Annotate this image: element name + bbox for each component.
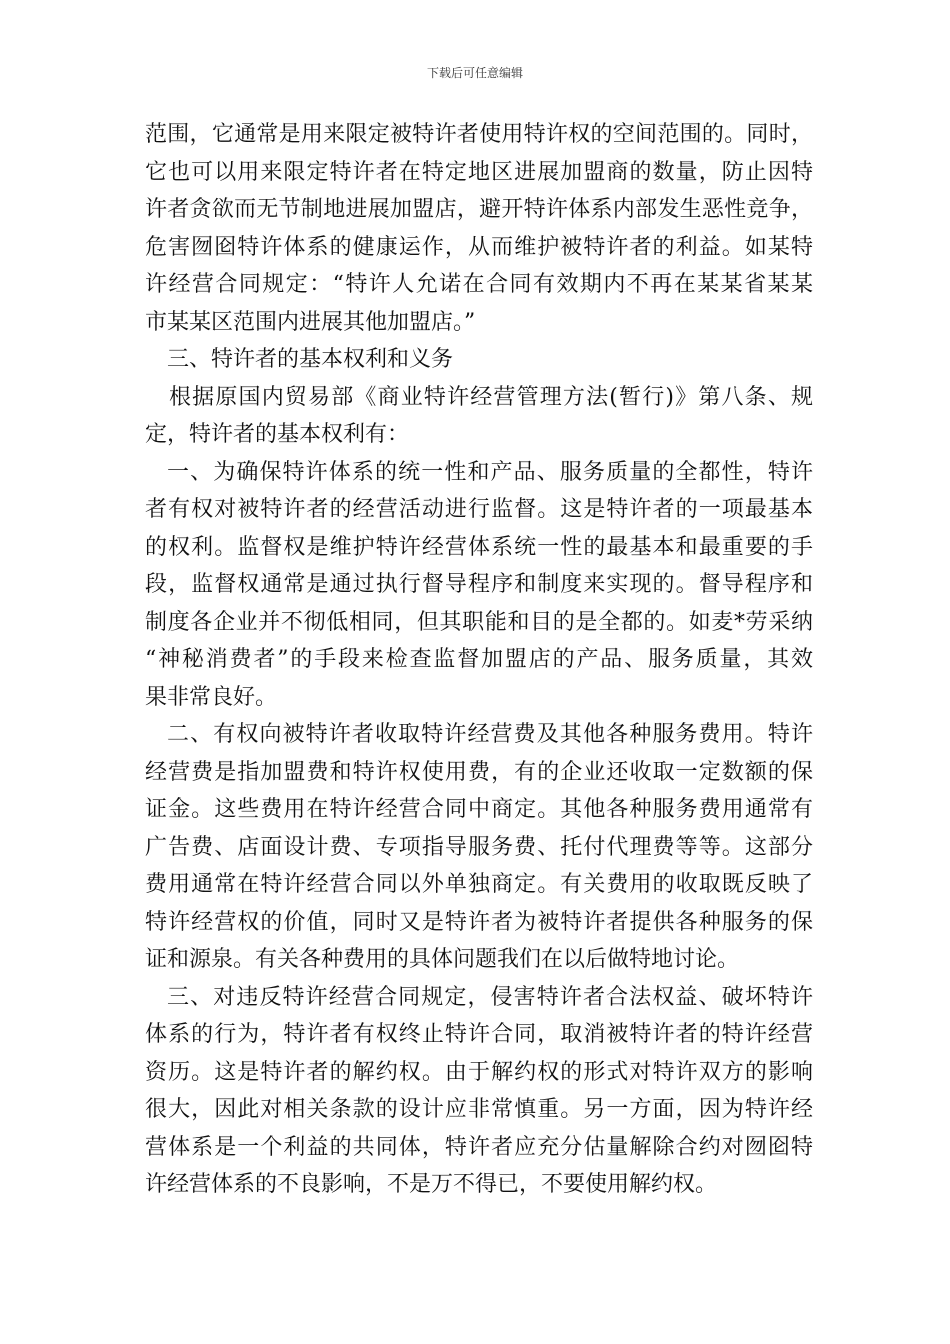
text-line: 证和源泉。有关各种费用的具体问题我们在以后做特地讨论。 [145,947,740,972]
text-line: 制度各企业并不彻低相同，但其职能和目的是全都的。如麦*劳采纳 [145,609,813,635]
text-line: 营体系是一个利益的共同体，特许者应充分估量解除合约对囫囵特 [145,1134,813,1160]
text-line: 费用通常在特许经营合同以外单独商定。有关费用的收取既反映了 [145,872,813,897]
page-header: 下载后可任意编辑 [426,66,523,80]
text-line: 证金。这些费用在特许经营合同中商定。其他各种服务费用通常有 [145,797,813,822]
text-line: 许经营合同规定：“特许人允诺在合同有效期内不再在某某省某某 [145,272,813,297]
text-line: 很大，因此对相关条款的设计应非常慎重。另一方面，因为特许经 [145,1097,813,1122]
document-body [145,116,813,1204]
text-line: 市某某区范围内进展其他加盟店。” [145,309,476,335]
text-line: 范围，它通常是用来限定被特许者使用特许权的空间范围的。同时， [145,122,813,147]
text-line: 定，特许者的基本权利有： [145,422,410,447]
text-line: 果非常良好。 [145,684,278,710]
text-line: 许经营体系的不良影响，不是万不得已，不要使用解约权。 [145,1172,718,1197]
text-line: 资历。这是特许者的解约权。由于解约权的形式对特许双方的影响 [145,1059,813,1085]
text-line: 三、对违反特许经营合同规定，侵害特许者合法权益、破坏特许 [167,984,813,1010]
text-line: 体系的行为，特许者有权终止特许合同，取消被特许者的特许经营 [145,1022,813,1047]
text-line: 二、有权向被特许者收取特许经营费及其他各种服务费用。特许 [167,722,813,747]
text-line: 经营费是指加盟费和特许权使用费，有的企业还收取一定数额的保 [145,759,813,785]
text-line: 者有权对被特许者的经营活动进行监督。这是特许者的一项最基本 [145,497,813,522]
text-line: 许者贪欲而无节制地进展加盟店，避开特许体系内部发生恶性竞争， [145,197,813,222]
text-line: 危害囫囵特许体系的健康运作，从而维护被特许者的利益。如某特 [145,234,813,260]
section-heading: 三、特许者的基本权利和义务 [167,347,454,372]
text-line: 它也可以用来限定特许者在特定地区进展加盟商的数量，防止因特 [145,159,813,185]
text-line: 段，监督权通常是通过执行督导程序和制度来实现的。督导程序和 [145,572,813,597]
text-line: 一、为确保特许体系的统一性和产品、服务质量的全都性，特许 [167,459,813,485]
text-line: 广告费、店面设计费、专项指导服务费、托付代理费等等。这部分 [145,834,813,860]
text-line: “神秘消费者”的手段来检查监督加盟店的产品、服务质量，其效 [145,647,813,672]
text-line: 的权利。监督权是维护特许经营体系统一性的最基本和最重要的手 [145,534,813,560]
text-line: 根据原国内贸易部《商业特许经营管理方法(暂行)》第八条、规 [169,384,813,410]
text-line: 特许经营权的价值，同时又是特许者为被特许者提供各种服务的保 [145,909,813,935]
